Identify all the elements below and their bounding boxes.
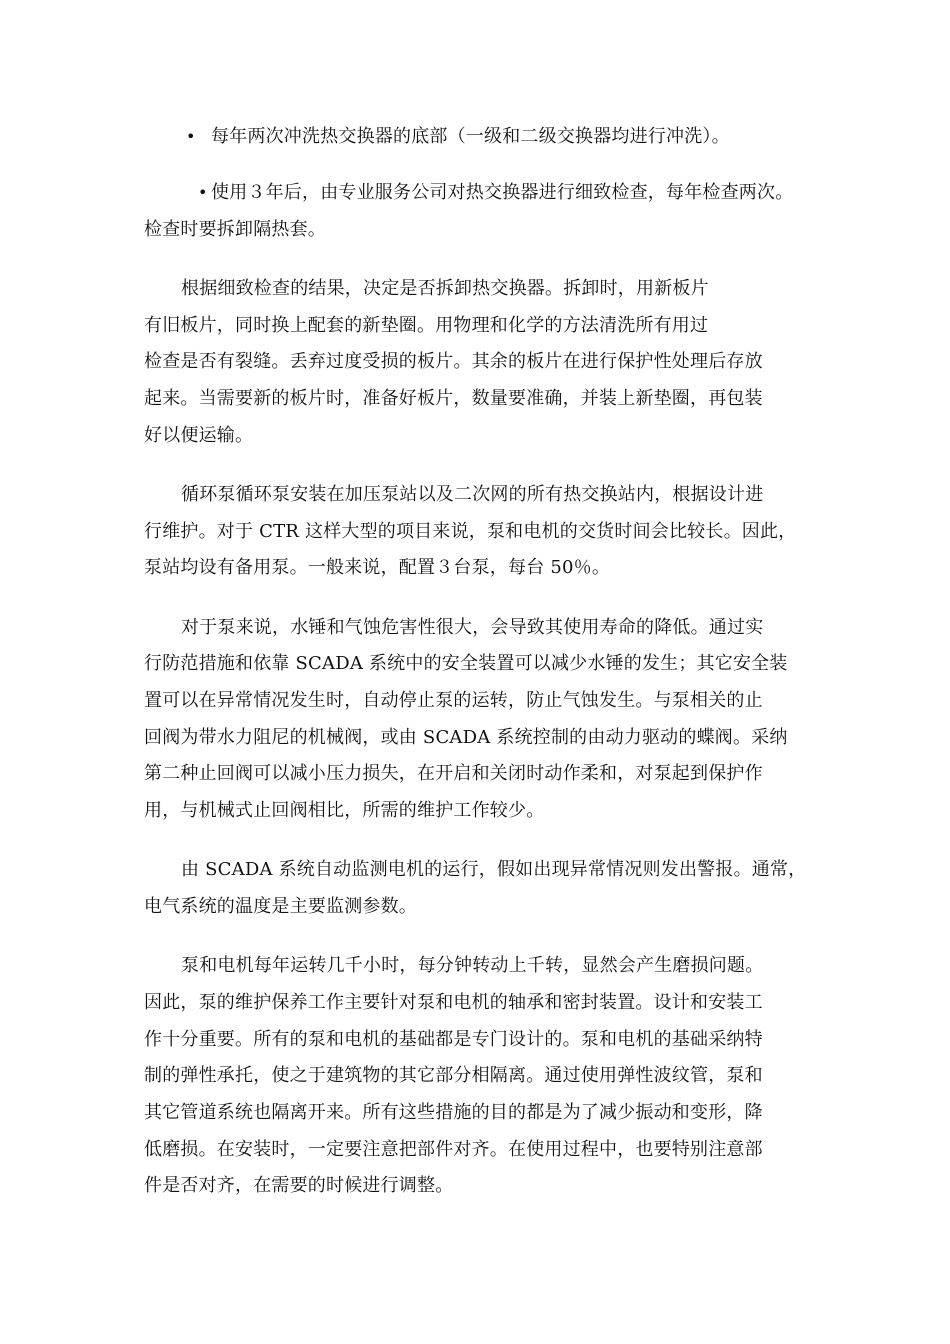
paragraph-line: 用，与机械式止回阀相比，所需的维护工作较少。: [144, 800, 545, 821]
paragraph-line: 行维护。对于 CTR 这样大型的项目来说，泵和电机的交货时间会比较长。因此，: [144, 521, 797, 542]
bullet-text-line: 每年两次冲洗热交换器的底部（一级和二级交换器均进行冲洗）。: [211, 126, 730, 147]
paragraph-line: 因此，泵的维护保养工作主要针对泵和电机的轴承和密封装置。设计和安装工: [144, 992, 763, 1013]
bullet-marker: •: [198, 183, 208, 202]
paragraph-line: 置可以在异常情况发生时，自动停止泵的运转，防止气蚀发生。与泵相关的止: [144, 690, 763, 711]
bullet-text-line: 检查时要拆卸隔热套。: [144, 219, 326, 240]
paragraph-line: 泵站均设有备用泵。一般来说，配置３台泵，每台 50％。: [144, 557, 611, 578]
paragraph-line: 低磨损。在安装时，一定要注意把部件对齐。在使用过程中，也要特别注意部: [144, 1139, 763, 1160]
paragraph-line: 第二种止回阀可以减小压力损失，在开启和关闭时动作柔和，对泵起到保护作: [144, 763, 763, 784]
paragraph-line: 有旧板片，同时换上配套的新垫圈。用物理和化学的方法清洗所有用过: [144, 315, 709, 336]
paragraph-line: 回阀为带水力阻尼的机械阀，或由 SCADA 系统控制的由动力驱动的蝶阀。采纳: [144, 727, 788, 748]
bullet-marker: •: [186, 127, 196, 146]
paragraph-line: 制的弹性承托，使之于建筑物的其它部分相隔离。通过使用弹性波纹管，泵和: [144, 1065, 763, 1086]
paragraph-line: 根据细致检查的结果，决定是否拆卸热交换器。拆卸时，用新板片: [181, 278, 709, 299]
paragraph-line: 件是否对齐，在需要的时候进行调整。: [144, 1175, 454, 1196]
paragraph-line: 循环泵循环泵安装在加压泵站以及二次网的所有热交换站内，根据设计进: [181, 484, 764, 505]
paragraph-line: 电气系统的温度是主要监测参数。: [144, 896, 417, 917]
paragraph-line: 其它管道系统也隔离开来。所有这些措施的目的都是为了减少振动和变形，降: [144, 1102, 763, 1123]
paragraph-line: 起来。当需要新的板片时，准备好板片，数量要准确，并装上新垫圈，再包装: [144, 388, 763, 409]
paragraph-line: 行防范措施和依靠 SCADA 系统中的安全装置可以减少水锤的发生；其它安全装: [144, 653, 788, 674]
paragraph-line: 泵和电机每年运转几千小时，每分钟转动上千转，显然会产生磨损问题。: [181, 955, 764, 976]
paragraph-line: 作十分重要。所有的泵和电机的基础都是专门设计的。泵和电机的基础采纳特: [144, 1029, 763, 1050]
paragraph-line: 由 SCADA 系统自动监测电机的运行，假如出现异常情况则发出警报。通常，: [181, 859, 807, 880]
paragraph-line: 检查是否有裂缝。丢弃过度受损的板片。其余的板片在进行保护性处理后存放: [144, 351, 763, 372]
paragraph-line: 好以便运输。: [144, 425, 254, 446]
paragraph-line: 对于泵来说，水锤和气蚀危害性很大，会导致其使用寿命的降低。通过实: [181, 617, 764, 638]
bullet-text-line: 使用３年后，由专业服务公司对热交换器进行细致检查，每年检查两次。: [211, 182, 794, 203]
